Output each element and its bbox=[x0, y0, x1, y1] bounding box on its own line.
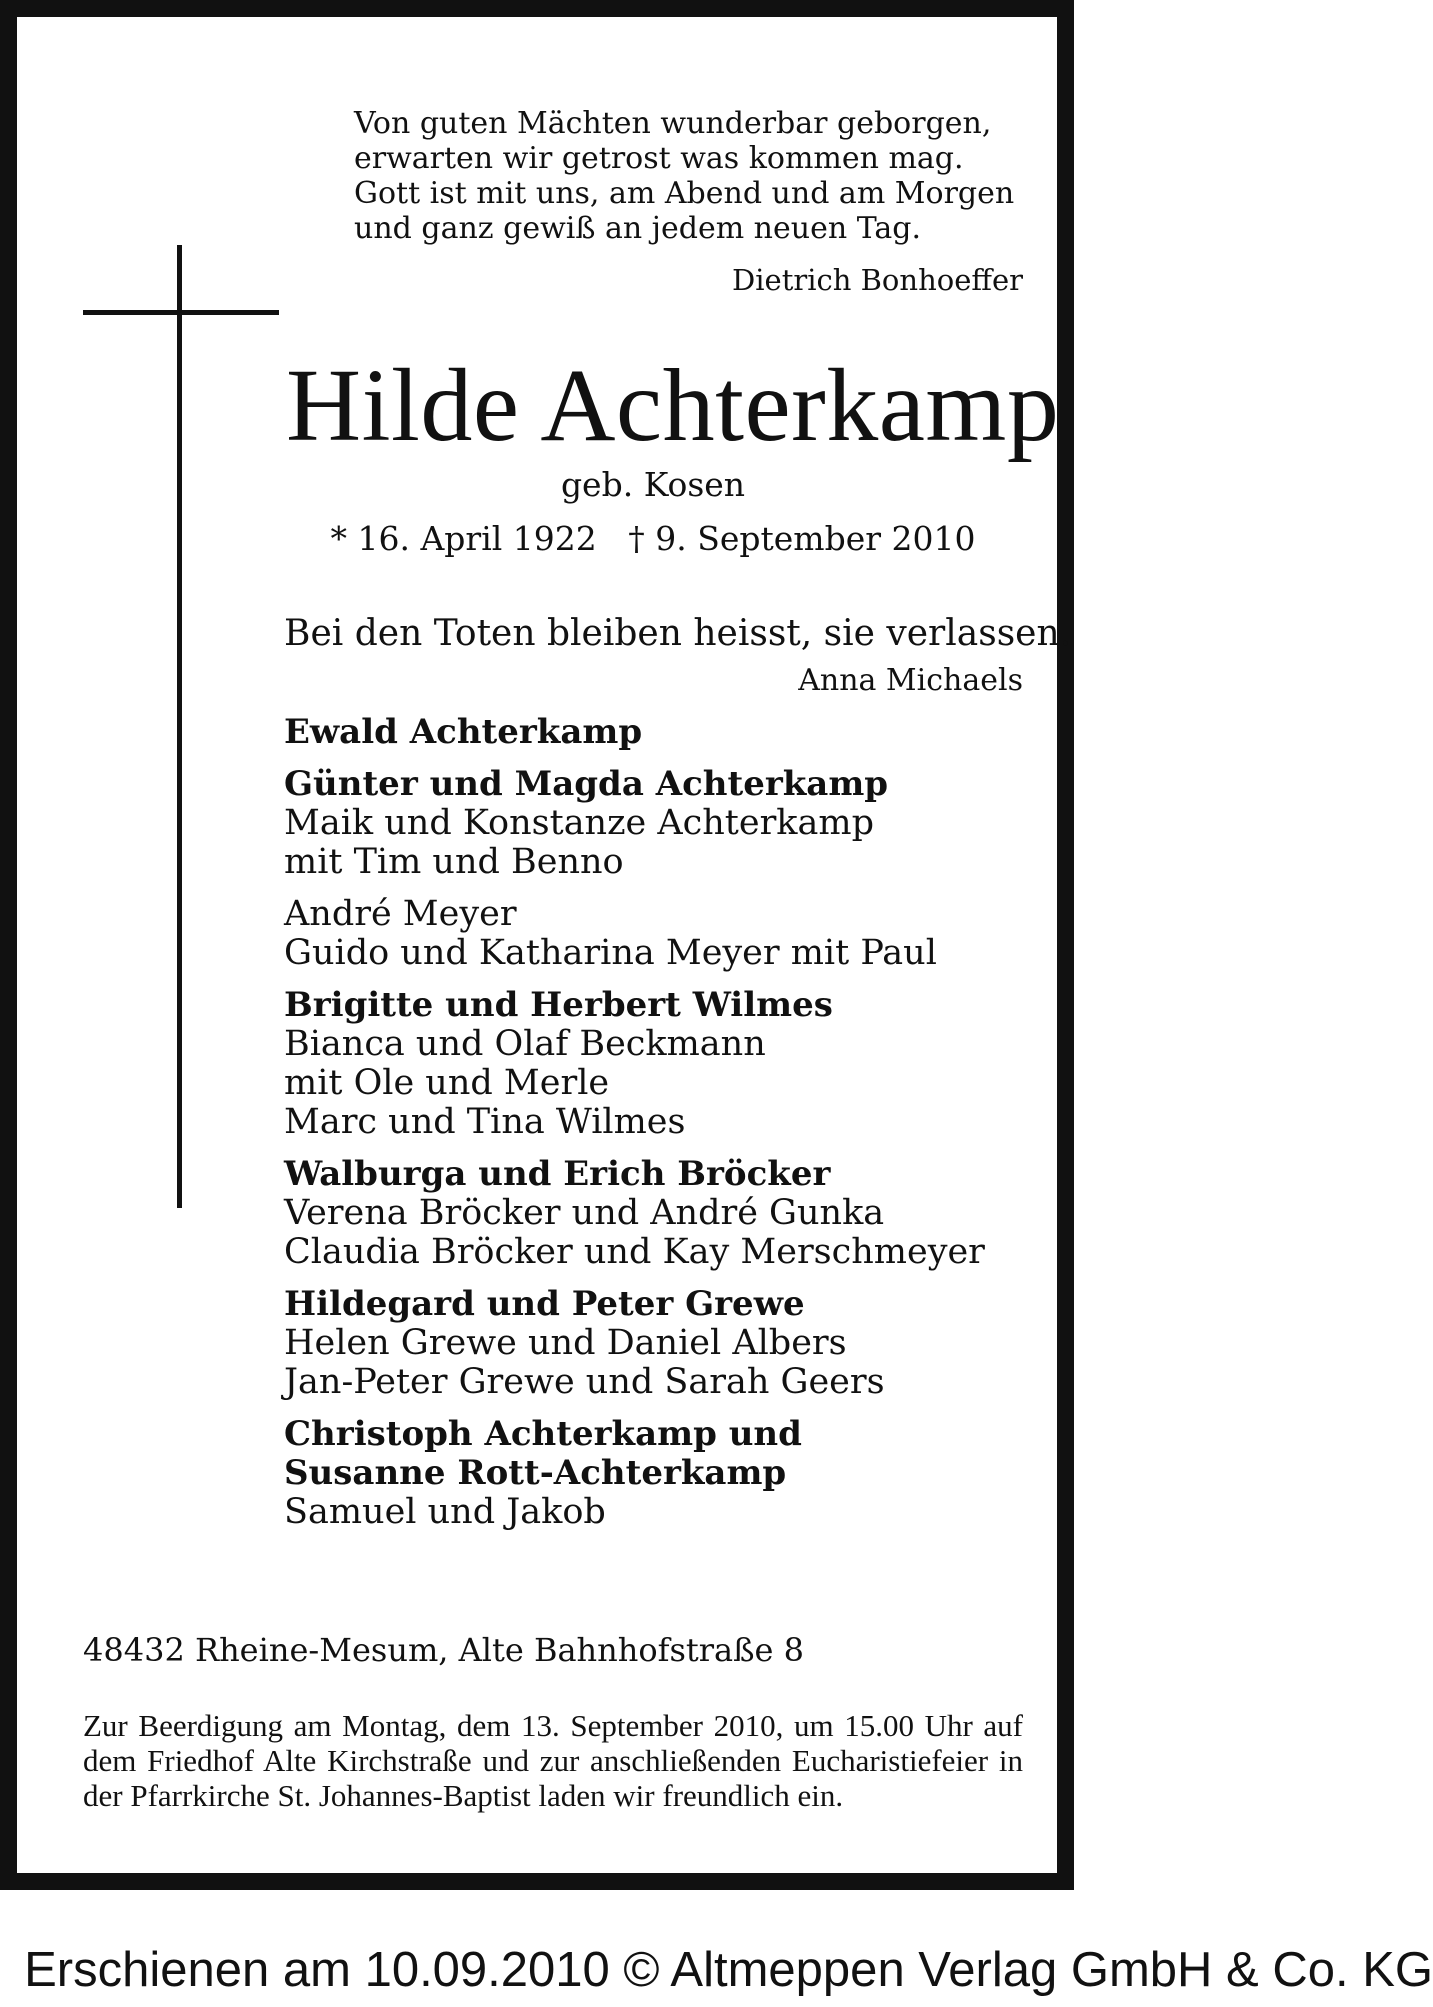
maiden-name: geb. Kosen bbox=[560, 465, 746, 504]
mourner-main: Ewald Achterkamp bbox=[284, 712, 643, 752]
mourner-main: Hildegard und Peter Grewe bbox=[284, 1284, 805, 1324]
mourner-group bbox=[284, 1155, 1044, 1272]
address: 48432 Rheine-Mesum, Alte Bahnhofstraße 8 bbox=[83, 1631, 804, 1669]
mourner-group bbox=[284, 1415, 1044, 1532]
mourner-line: Claudia Bröcker und Kay Merschmeyer bbox=[284, 1232, 985, 1272]
mourner-group bbox=[284, 1285, 1044, 1402]
life-dates: * 16. April 1922 † 9. September 2010 bbox=[330, 519, 976, 558]
mourner-line: Samuel und Jakob bbox=[284, 1492, 606, 1532]
publication-footer: Erschienen am 10.09.2010 © Altmeppen Verlag GmbH & Co. KG bbox=[24, 1943, 1433, 1997]
deceased-name: Hilde Achterkamp bbox=[286, 348, 1060, 463]
quote-author: Anna Michaels bbox=[798, 663, 1023, 698]
mourner-main: Susanne Rott-Achterkamp bbox=[284, 1453, 787, 1493]
mourner-group bbox=[284, 895, 1044, 973]
poem-line: Von guten Mächten wunderbar geborgen, bbox=[354, 106, 992, 141]
poem-line: und ganz gewiß an jedem neuen Tag. bbox=[354, 211, 921, 246]
mourners-list bbox=[284, 713, 1044, 1545]
mourner-line: Helen Grewe und Daniel Albers bbox=[284, 1323, 847, 1363]
funeral-notice: Zur Beerdigung am Montag, dem 13. September 2010, um 15.00 Uhr auf dem Friedhof Alte Kirchstraße und zur anschließenden Eucharistiefeier in der Pfarrkirche St. Johannes-Baptist laden wir freundlich ein. bbox=[83, 1708, 1023, 1813]
mourner-group bbox=[284, 765, 1044, 882]
poem-line: Gott ist mit uns, am Abend und am Morgen bbox=[354, 176, 1015, 211]
mourner-main: Brigitte und Herbert Wilmes bbox=[284, 985, 833, 1025]
mourner-line: Jan-Peter Grewe und Sarah Geers bbox=[284, 1362, 885, 1402]
mourner-line: mit Tim und Benno bbox=[284, 842, 624, 882]
mourner-group bbox=[284, 986, 1044, 1142]
mourner-line: Marc und Tina Wilmes bbox=[284, 1102, 686, 1142]
mourner-line: mit Ole und Merle bbox=[284, 1063, 610, 1103]
poem-line: erwarten wir getrost was kommen mag. bbox=[354, 141, 964, 176]
mourner-line: Maik und Konstanze Achterkamp bbox=[284, 803, 874, 843]
cross-icon-bar bbox=[83, 310, 279, 315]
mourner-group bbox=[284, 713, 1044, 752]
quote-text: Bei den Toten bleiben heisst, sie verlassen. bbox=[284, 613, 1072, 654]
mourner-main: Christoph Achterkamp und bbox=[284, 1414, 802, 1454]
cross-icon bbox=[177, 245, 182, 1208]
poem-author: Dietrich Bonhoeffer bbox=[732, 263, 1023, 297]
mourner-line: André Meyer bbox=[284, 894, 517, 934]
poem bbox=[354, 106, 1014, 246]
mourner-line: Verena Bröcker und André Gunka bbox=[284, 1193, 885, 1233]
mourner-main: Walburga und Erich Bröcker bbox=[284, 1154, 831, 1194]
mourner-line: Bianca und Olaf Beckmann bbox=[284, 1024, 766, 1064]
mourner-main: Günter und Magda Achterkamp bbox=[284, 764, 889, 804]
mourner-line: Guido und Katharina Meyer mit Paul bbox=[284, 933, 937, 973]
